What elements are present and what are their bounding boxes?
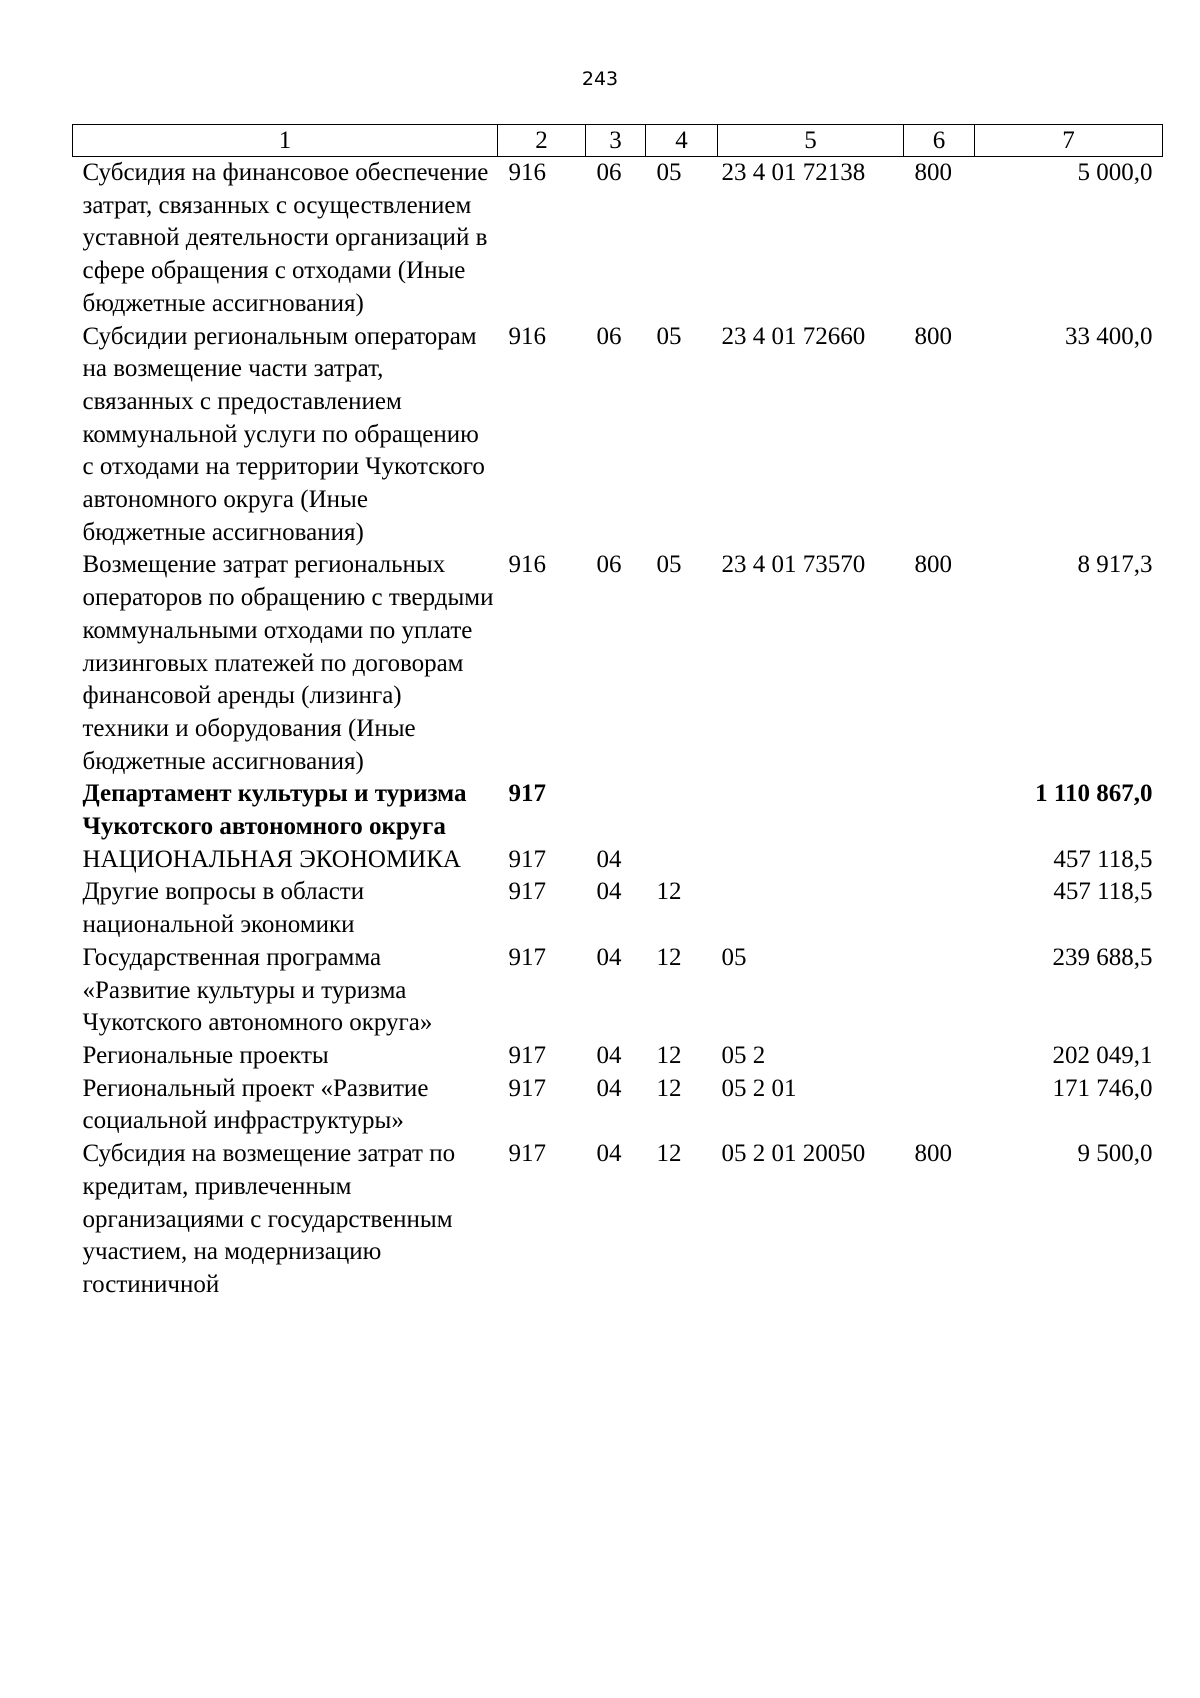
row-amount-cell: 457 118,5 [1053, 845, 1153, 873]
row-section-cell: 06 [596, 322, 622, 350]
table-row [73, 549, 1163, 778]
row-target-article-cell: 23 4 01 73570 [721, 551, 866, 579]
row-target-article-cell: 05 2 [721, 1041, 766, 1069]
row-expense-type-cell [904, 942, 975, 1040]
row-amount-cell: 457 118,5 [1053, 878, 1153, 906]
row-target-article-cell: 23 4 01 72660 [721, 322, 866, 350]
header-col-7: 7 [975, 125, 1163, 157]
row-subsection-cell: 12 [656, 943, 682, 971]
row-subsection-cell [646, 844, 718, 877]
row-grbs-cell: 917 [508, 1074, 546, 1102]
row-grbs-cell: 916 [508, 322, 546, 350]
row-expense-type-cell: 800 [914, 159, 952, 186]
row-name-cell: Региональный проект «Развитие социальной инфраструктуры» [82, 1074, 429, 1135]
row-expense-type-cell [904, 1073, 975, 1138]
header-col-3: 3 [586, 125, 646, 157]
row-grbs-cell: 916 [508, 551, 546, 579]
header-col-1: 1 [73, 125, 498, 157]
row-amount-cell: 1 110 867,0 [1035, 780, 1153, 808]
table-row [73, 1040, 1163, 1073]
header-col-5: 5 [718, 125, 904, 157]
row-target-article-cell: 05 [721, 943, 747, 971]
row-amount-cell: 5 000,0 [1077, 159, 1153, 186]
row-section-cell: 04 [596, 1140, 622, 1168]
row-section-cell: 04 [596, 1074, 622, 1102]
header-col-2: 2 [498, 125, 586, 157]
row-section-cell: 04 [596, 878, 622, 906]
row-section-cell: 04 [596, 845, 622, 873]
row-expense-type-cell: 800 [914, 322, 952, 350]
row-target-article-cell [718, 876, 904, 941]
header-col-6: 6 [904, 125, 975, 157]
row-grbs-cell: 916 [508, 159, 546, 186]
header-col-4: 4 [646, 125, 718, 157]
row-grbs-cell: 917 [508, 943, 546, 971]
budget-table [72, 124, 1163, 1302]
table-body [73, 157, 1163, 1302]
row-name-cell: Субсидии региональным операторам на возмещение части затрат, связанных с предоставлением коммунальной услуги по обращению с отходами на территории Чукотского автономного округа (Иные бюджетные ассигнования) [82, 322, 485, 546]
row-section-cell: 04 [596, 1041, 622, 1069]
table-row [73, 1138, 1163, 1302]
row-expense-type-cell [904, 844, 975, 877]
row-subsection-cell: 12 [656, 1140, 682, 1168]
row-amount-cell: 33 400,0 [1065, 322, 1153, 350]
table-row [73, 157, 1163, 321]
row-target-article-cell [718, 844, 904, 877]
row-grbs-cell: 917 [508, 845, 546, 873]
row-section-cell: 04 [596, 943, 622, 971]
row-name-cell: Государственная программа «Развитие культуры и туризма Чукотского автономного округа» [82, 943, 433, 1037]
row-grbs-cell: 917 [508, 780, 546, 808]
row-amount-cell: 9 500,0 [1077, 1140, 1153, 1168]
row-grbs-cell: 917 [508, 878, 546, 906]
page-number: 243 [581, 68, 619, 90]
row-amount-cell: 8 917,3 [1077, 551, 1153, 579]
header-row [73, 125, 1163, 157]
row-name-cell: Возмещение затрат региональных операторов по обращению с твердыми коммунальными отходами по уплате лизинговых платежей по договорам финансовой аренды (лизинга) техники и оборудования (Иные бюджетные ассигнования) [82, 551, 494, 775]
row-name-cell: Другие вопросы в области национальной экономики [82, 878, 365, 939]
table-row [73, 942, 1163, 1040]
row-target-article-cell: 05 2 01 20050 [721, 1140, 866, 1168]
row-target-article-cell: 05 2 01 [721, 1074, 797, 1102]
row-name-cell: Департамент культуры и туризма Чукотского автономного округа [82, 780, 467, 841]
table-header [73, 125, 1163, 157]
table-row [73, 844, 1163, 877]
row-amount-cell: 171 746,0 [1052, 1074, 1153, 1102]
table-row [73, 778, 1163, 843]
row-grbs-cell: 917 [508, 1041, 546, 1069]
row-expense-type-cell: 800 [914, 551, 952, 579]
row-amount-cell: 239 688,5 [1052, 943, 1153, 971]
row-amount-cell: 202 049,1 [1052, 1041, 1153, 1069]
row-subsection-cell: 05 [656, 551, 682, 579]
row-expense-type-cell [904, 778, 975, 843]
row-grbs-cell: 917 [508, 1140, 546, 1168]
row-section-cell: 06 [596, 551, 622, 579]
row-section-cell: 06 [596, 159, 622, 186]
row-subsection-cell: 12 [656, 1041, 682, 1069]
row-subsection-cell: 12 [656, 878, 682, 906]
row-subsection-cell: 05 [656, 159, 682, 186]
table-row [73, 876, 1163, 941]
table-row [73, 321, 1163, 550]
row-target-article-cell [718, 778, 904, 843]
row-name-cell: НАЦИОНАЛЬНАЯ ЭКОНОМИКА [82, 845, 461, 873]
row-target-article-cell: 23 4 01 72138 [721, 159, 866, 186]
row-expense-type-cell [904, 876, 975, 941]
row-expense-type-cell: 800 [914, 1140, 952, 1168]
row-name-cell: Субсидия на финансовое обеспечение затрат, связанных с осуществлением уставной деятельности организаций в сфере обращения с отходами (Иные бюджетные ассигнования) [82, 159, 489, 317]
table-row [73, 1073, 1163, 1138]
row-name-cell: Субсидия на возмещение затрат по кредитам, привлеченным организациями с государственным участием, на модернизацию гостиничной [82, 1140, 456, 1298]
row-section-cell [586, 778, 646, 843]
row-expense-type-cell [904, 1040, 975, 1073]
row-subsection-cell: 12 [656, 1074, 682, 1102]
row-subsection-cell [646, 778, 718, 843]
row-subsection-cell: 05 [656, 322, 682, 350]
row-name-cell: Региональные проекты [82, 1041, 329, 1069]
